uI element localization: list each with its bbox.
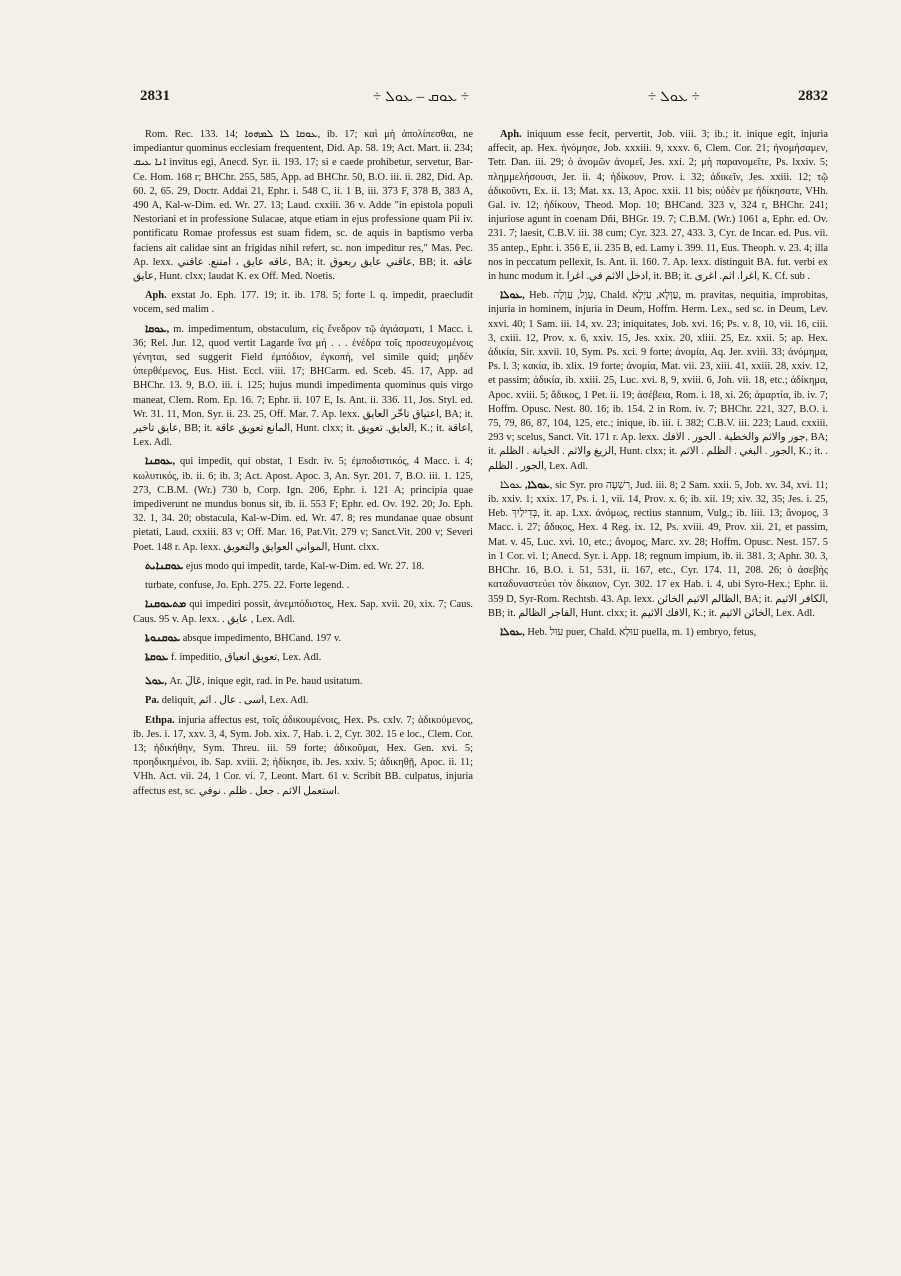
entry-headword: ܥܘܠܐ,	[500, 626, 525, 638]
entry-text: Ar. عَالَ, inique egit, rad. in Pe. haud usitatum.	[169, 676, 363, 688]
entry-text: Rom. Rec. 133. 14; ܥܘܩܐ ܠܐ ܠܡܗܘܐ, ib. 17; καὶ μὴ ἀπολίπεσθαι, ne impediantur quominus ecclesiam frequentent, Did. Ap. 58. 19; Act. Mart. ii. 234; ܐܢܐ ܥܝܩ invitus egi, Anecd. Syr. ii. 193. 17; si e caede prohibetur, servetur, Bar-Ce. Hom. 168 r; BHChr. 255, 585, App. ad BHChr. 50, B.O. iii. ii. 282, Did. Ap. 60. 2, 65. 29, Doctr. Addai 21, Ephr. i. 548 C, ii. 1 B, iii. 373 F, 378 B, 383 A, 490 A, Kal-w-Dim. ed. Wr. 27. 13; Laud. cxxiii. 36 v. Adde "in epistola populi Nestoriani et in professione Sulacae, atque etiam in ejus professione quam Pii iv. pontificatu Romae professus est suam fidem, sc. de aquis in baptismo verba faciens ait calidae sint an frigidas nihil refert, sc. non impeditur res," Mas. Pec. Ap. lexx. عاقه عايق ، امتنع. عاقني, BA; it. عاقني عايق ربعوق, BB; it. عاقه عايق, Hunt. clxx; laudat K. ex Off. Med. Noetis.	[133, 129, 473, 283]
dictionary-entry	[133, 632, 473, 646]
entry-text: turbate, confuse, Jo. Eph. 275. 22. Forte legend. .	[145, 580, 350, 592]
page-header	[128, 88, 828, 114]
entry-text: injuria affectus est, τοῖς ἀδικουμένοις, Hex. Ps. cxlv. 7; ἀδικούμενος, ib. Jes. i. 17, xxv. 3, 4, Sym. Job. xix. 7, Hab. i. 2, Cyr. 302. 15 e loc., Clem. Cor. 13; ἠδικήθην, Sym. Threu. iii. 59 forte; ἀδικοῦμαι, Hex. Gen. xvi. 5; προηδικημένοι, ib. Sap. xviii. 2; ἠδίκησε, ib. Jes. xxiv. 5; ἀδικηθῇ, Apoc. ii. 11; VHh. Act. vii. 24, 1 Cor. vi. 7, Leont. Mart. 61 v. Scribit BB. culpatus, injuria affectus est, sc. استعمل الاثم . جعل . ظلم . نوفي.	[133, 714, 473, 797]
page-number-right: 2832	[798, 88, 828, 104]
dictionary-entry	[133, 289, 473, 317]
entry-headword: ܥܘܩܢܘܬܐ	[145, 632, 181, 644]
dictionary-entry	[133, 455, 473, 554]
entry-text: m. impedimentum, obstaculum, εἰς ἔνεδρον τῷ ἁγιάσματι, 1 Macc. i. 36; Rel. Jur. 12, quod vertit Lagarde ἵνα μή . . . ἐνέδρα τοῖς προσευχομένοις γένηται, sed suggerit Field ἐμπόδιον, ἐγκοπή, vel simile quid; μηδὲν ὑπερθέμενος, Eus. Hist. Eccl. viii. 17; BHCarm. ed. Sceb. 45. 17, App. ad BHChr. 13. 9, B.O. iii. i. 125; hujus mundi impedimenta quominus quis virgo maneat, Clem. Rom. Ep. 16. 7; Ephr. ii. 107 E, Is. Ant. ii. 336. 11, Jos. Styl. ed. Wr. 31. 11, Mon. Syr. ii. 23. 25, Off. Mar. 7. Ap. lexx. اعتياق تاخّر العايق, BA; it. عايق تاخير, BB; it. المانع تعويق عاقة, Hunt. clxx; it. العايق. تعويق, K.; it. اعاقة, Lex. Adl.	[133, 323, 473, 449]
running-head-left: ÷ ܥܘܩ – ܥܘܠ ÷	[373, 89, 470, 105]
dictionary-entry	[133, 694, 473, 708]
left-column	[133, 128, 473, 1248]
dictionary-entry	[133, 714, 473, 799]
entry-headword: ܥܘܠ,	[145, 676, 167, 688]
entry-headword: ܥܘܩܐ,	[145, 323, 170, 335]
entry-headword: ܡܬܥܘܩܢܐ	[145, 599, 187, 611]
dictionary-entry	[133, 323, 473, 451]
entry-text: f. impeditio, تعويق انعياق, Lex. Adl.	[170, 651, 322, 663]
entry-text: Heb. עָוֶל, עַוְלָה, Chald. עַוְלָא, עַיְלָא, m. pravitas, nequitia, improbitas, injuria in hominem, injuria in Deum, Hoffm. Herm. Lex., sed sc. in Deum, Lev. xxvi. 40; 1 Sam. iii. 14, xv. 23; iniquitates, Job. xvi. 16; Ps. v. 8, 10, vii. 16, ciii. 3, cxiii. 12, Prov. x. 6, xxiv. 15, Jes. xxix. 20, xliii. 25, Ez. xxii. 5; ap. Hex. ἀδικία, Sir. xxvii. 10, Sym. Ps. xci. 9 forte; ἀνομία, Aq. Jer. xviii. 33; ἀνόμημα, Ps. l. 3; κακία, ib. xlix. 19 forte; ἀνομία, Mat. vii. 23, xiii. 41, xxiii. 28, xxiv. 12, et passim; ἀδικία, ib. xxiii. 25, Luc. xvi. 8, 9, xviii. 6, Joh. vii. 18, etc.; ἀδίκημα, Apoc. xviii. 5; ἄδικος, 1 Pet. ii. 19; ἀσέβεια, Rom. i. 18, xi. 26; ἁμαρτία, ib. iv. 7; Hoffm. Opusc. Nest. 80. 16; ib. 154. 2 in Rom. iv. 7; BHChr. 221, 327, B.O. i. 75, 79, 86, 87, 104, 125, etc.; inique, ib. iii. i. 382; C.B.V. iii. 223; Laud. cxxiii. 293 v; scelus, Sanct. Vit. 171 r. Ap. lexx. جور والاثم والخطية . الجور . الافك, BA; it. الزيغ والاثم . الخيانة . الظلم, Hunt. clxx; it. الجور . البغي . الظلم . الاثم, K.; it. . الجور . الظلم, Lex. Adl.	[488, 290, 828, 472]
running-head-right: ÷ ܥܘܠ ÷	[648, 89, 700, 105]
page-number-left: 2831	[140, 88, 170, 104]
entry-headword: ܥܘܠܐ,	[500, 290, 525, 302]
dictionary-entry	[488, 626, 828, 640]
entry-headword: Pa.	[145, 695, 160, 707]
entry-headword: ܥܘܠܐ,	[525, 479, 550, 491]
entry-text: ejus modo qui impedit, tarde, Kal-w-Dim. ed. Wr. 27. 18.	[185, 560, 425, 572]
entry-text: iniquum esse fecit, pervertit, Job. viii. 3; ib.; it. inique egit, injuria affecit, ap. Hex. ἠνόμησε, Job. xxxiii. 9, xxxv. 6, Clem. Cor. 21; ἠνομήσαμεν, Tetr. Dan. iii. 29; ὁ ἀνομῶν ἀνομεῖ, Jes. xxi. 2; μὴ παρανομεῖτε, Ps. lxxiv. 5; πλημμελήσουσι, Jer. ii. 4; ἠδίκουν, Prov. i. 32; ἀδικεῖν, Jes. xxiii. 12; τῷ ἀδικοῦντι, Ex. ii. 13; Mat. xx. 13, Apoc. xxii. 11 bis; οὐδὲν με ἠδίκησατε, VHh. Gal. iv. 12; ἠδίκουν, Theod. Mop. 10; BHCand. 323 v, 324 r, BHChr. 241; injuriose agunt in coenam Dñi, BHGr. 19. 7; C.B.M. (Wr.) 1061 a, Ephr. ed. Ov. 231. 7; laesit, C.B.V. iii. 38 cum; Cyr. 323. 27, 433. 3, Cyr. de Incar. ed. Pus. vii. 35 antep., Ephr. i. 356 E, ii. 235 B, ed. Lamy i. 399. 11, Eus. Theoph. v. 23. 4; illa nos in peccatum pellexit, Is. Ant. ii. 160. 7. Ap. lexx. distinguit BA. fut. verbi ex in hunc modum it. ادخل الاثم في. اغرا, it. BB; it. اغرا. اثم. اغرى, K. Cf. sub .	[488, 129, 828, 283]
entry-text: ܥܘܠܐ, sic Syr. pro רִשְׁעָה, Jud. iii. 8; 2 Sam. xxii. 5, Job. xv. 34, xvi. 11; ib. xxiv. 1; xxix. 17, Ps. i. 1, vii. 14, Prov. x. 6; ib. xii. 19; xiv. 32, 35; Jes. i. 25, Heb. ‏בְּדִילַיִךְ‎, it. ap. Lxx. ἀνόμως, rectius stannum, Vulg.; ib. liii. 13; ἄνομος, 3 Macc. i. 27; ἄδικος, Hex. 4 Reg. ix. 12, Ps. xviii. 49, Prov. xii. 21, et passim, Mat. v. 45, Luc. xvi. 10, etc.; ἄνομος, Marc. xv. 28; Hoffm. Opusc. Nest. 157. 5 in 1 Cor. vi. 1; Anecd. Syr. i. App. 18; regnum impium, ib. ii. 381. 3; Aphr. 30. 3, BHChr. 16, B.O. i. 51, 531, ii. 167, etc., Cyr. 174. 11, 208. 26; ὁ ἀσεβὴς καταδυναστεύει τὸν δίκαιον, Cyr. 302. 17 ex Hab. i. 4, ubi Syro-Hex.; Ephr. ii. 359 D, Syr-Rom. Rechtsb. 43. Ap. lexx. الظالم الاثيم الخائن, BA; it. الكافر الاثيم, BB; it. الفاجر الظالم, Hunt. clxx; it. الافك الاثيم, K.; it. الخائن الاثيم, Lex. Adl.	[488, 479, 828, 619]
entry-text: deliquit, اسى . عال . اثم, Lex. Adl.	[161, 695, 309, 707]
entry-text: Heb. עוּל puer, Chald. עוּלָא puella, m. 1) embryo, fetus,	[527, 626, 757, 638]
entry-headword: Aph.	[145, 290, 167, 302]
dictionary-entry	[133, 598, 473, 626]
dictionary-entry	[133, 128, 473, 284]
entry-headword: ܥܘܩܬܐ	[145, 651, 169, 663]
dictionary-entry	[133, 675, 473, 689]
dictionary-entry	[488, 289, 828, 474]
dictionary-entry	[133, 560, 473, 574]
right-column	[488, 128, 828, 1248]
entry-text: exstat Jo. Eph. 177. 19; it. ib. 178. 5; forte l. q. impedit, praecludit vocem, sed malim .	[133, 290, 473, 316]
dictionary-entry	[133, 579, 473, 593]
entry-headword: Aph.	[500, 129, 522, 140]
entry-headword: ܥܘܩܢܐ,	[145, 456, 176, 468]
dictionary-entry	[488, 128, 828, 284]
dictionary-entry	[488, 479, 828, 621]
dictionary-entry	[133, 651, 473, 665]
entry-text: qui impedit, qui obstat, 1 Esdr. iv. 5; ἐμποδιστικός, 4 Macc. i. 4; κωλυτικός, ib. ii. 6; ib. 3; Act. Apost. Apoc. 3, An. Syr. 201. 7, B.O. iii. 1. 125, 273, C.B.M. (Wr.) 730 b, Corp. Ign. 206, Ephr. i. 121 A; principia quae impediverunt ne mundus bonus sit, ib. ii. 553 F; Ephr. ed. Ov. 192. 20; Jo. Eph. 32. 1, 34. 20; obstacula, Kal-w-Dim. ed. Wr. 47. 8; res mundanae quae obsunt pietati, Laud. cxxiii. 83 v; Off. Mar. 16, Pat.Vit. 279 v; Sanct.Vit. 200 v; Severi Poet. 148 r. Ap. lexx. المواني العوايق والتعويق, Hunt. clxx.	[133, 456, 473, 553]
entry-text: qui impediri possit, ἀνεμπόδιστος, Hex. Sap. xvii. 20, xix. 7; Caus. Caus. 95 v. Ap. lexx. . عايق , Lex. Adl.	[133, 599, 473, 625]
entry-text: absque impedimento, BHCand. 197 v.	[182, 632, 342, 644]
entry-headword: Ethpa.	[145, 714, 175, 726]
entry-headword: ܥܘܩܢܐܝܬ	[145, 560, 184, 572]
